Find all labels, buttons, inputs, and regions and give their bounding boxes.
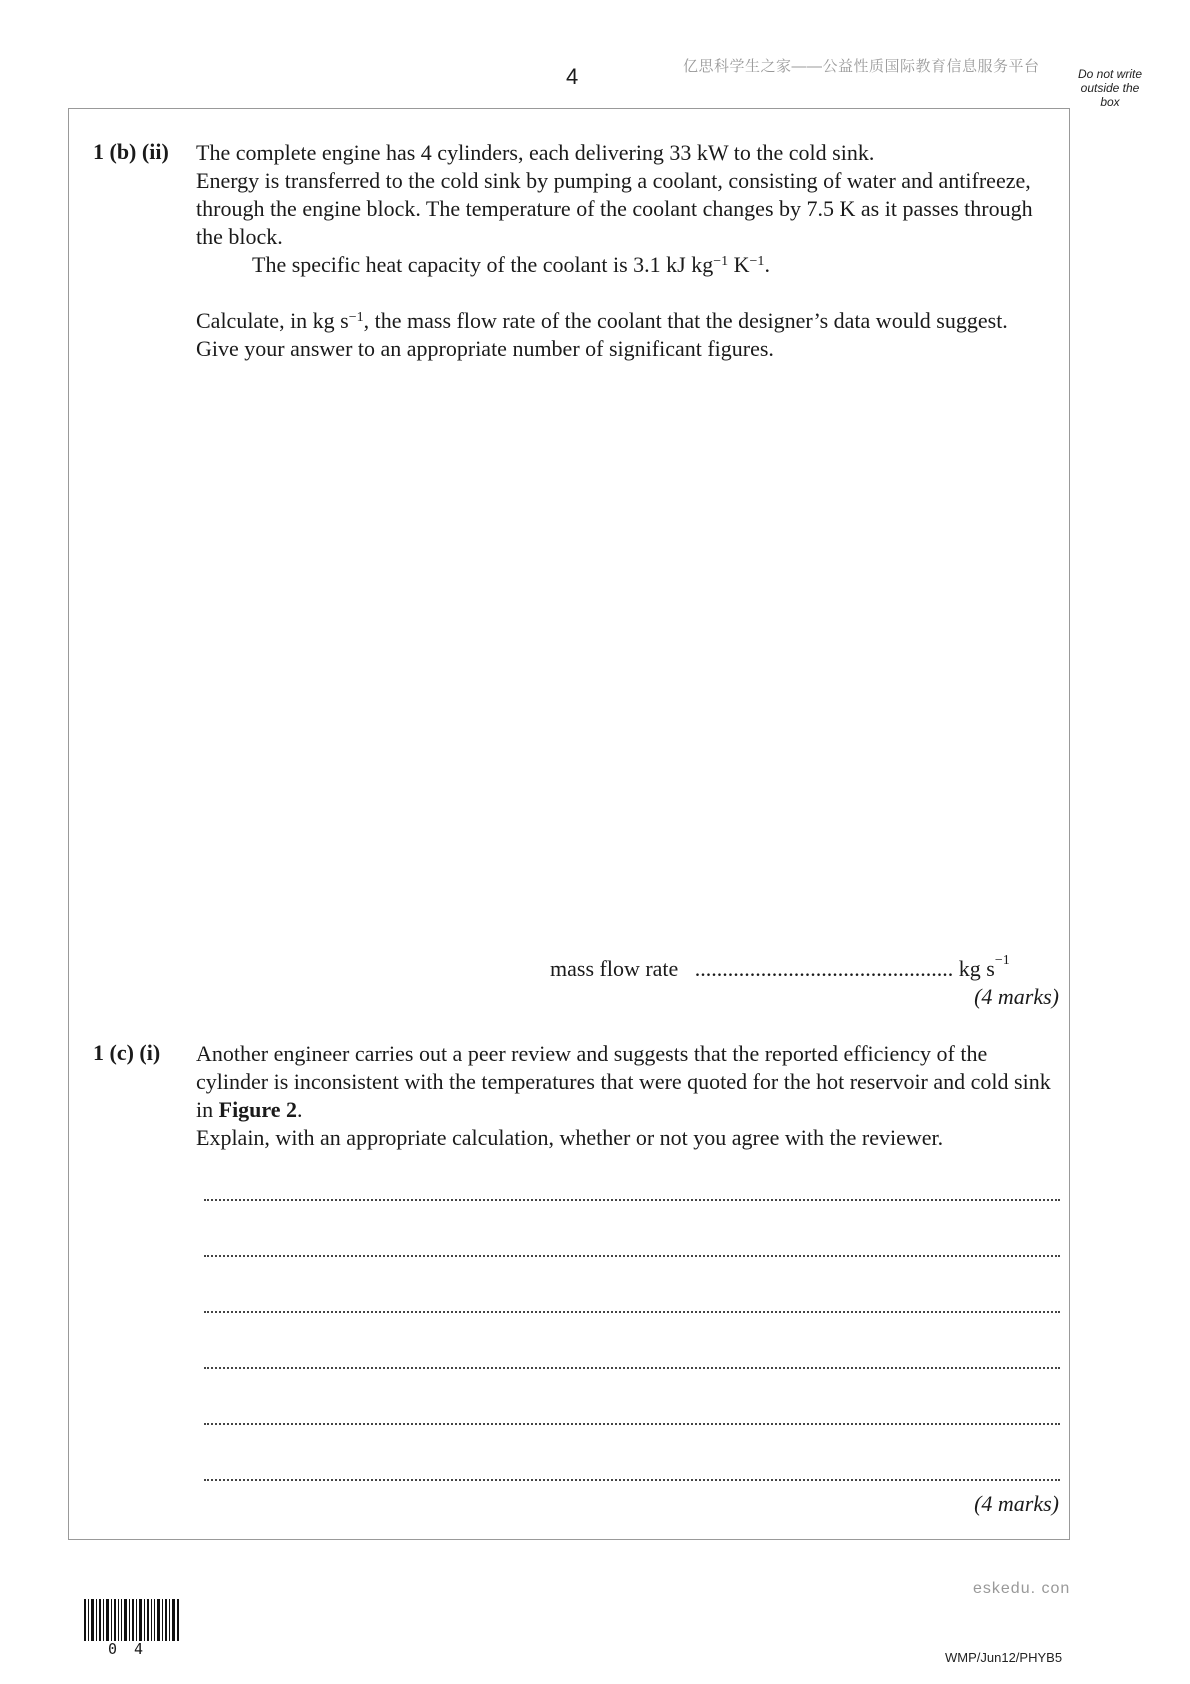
question-text-line: The complete engine has 4 cylinders, each delivering 33 kW to the cold sink. bbox=[196, 140, 875, 165]
margin-note-line: Do not write bbox=[1077, 67, 1143, 81]
barcode-digits: 0 4 bbox=[108, 1640, 148, 1658]
margin-note-line: outside the bbox=[1080, 81, 1140, 95]
paper-code: WMP/Jun12/PHYB5 bbox=[945, 1650, 1063, 1665]
question-1ci-text bbox=[196, 1040, 1056, 1152]
specific-heat-capacity-line: The specific heat capacity of the coolant is 3.1 kJ $kg^{-1}$ $K^{-1}$. bbox=[252, 252, 770, 277]
question-number-1bii: 1 (b) (ii) bbox=[93, 139, 169, 164]
question-text-line: Energy is transferred to the cold sink by pumping a coolant, consisting of water and antifreeze, through the engine block. The temperature of the coolant changes by 7.5 K as it passes through the block. bbox=[196, 168, 1033, 249]
answer-dotted-line[interactable] bbox=[204, 1255, 1060, 1257]
answer-dotted-line[interactable] bbox=[204, 1199, 1060, 1201]
marks-1bii: (4 marks) bbox=[974, 984, 1059, 1009]
calculate-instruction: Calculate, in kg $s^{-1}$, the mass flow rate of the coolant that the designer’s data would suggest. bbox=[196, 308, 1008, 333]
answer-dotted-line[interactable] bbox=[204, 1479, 1060, 1481]
figure-reference: Figure 2 bbox=[218, 1097, 298, 1122]
answer-unit: kg s bbox=[953, 956, 995, 981]
question-number-1ci: 1 (c) (i) bbox=[93, 1040, 161, 1065]
barcode-icon bbox=[84, 1599, 179, 1641]
site-watermark: eskedu. con bbox=[973, 1580, 1071, 1597]
answer-dotted-line[interactable] bbox=[204, 1367, 1060, 1369]
mass-flow-rate-answer-field[interactable]: mass flow rate ............................................... kg $s^{-1}$ bbox=[550, 953, 1010, 981]
page-number: 4 bbox=[566, 64, 579, 89]
explain-instruction: Explain, with an appropriate calculation, whether or not you agree with the reviewer. bbox=[196, 1125, 944, 1150]
answer-dotted-line[interactable] bbox=[204, 1311, 1060, 1313]
marks-1ci: (4 marks) bbox=[974, 1491, 1059, 1516]
watermark-text: 亿思科学生之家——公益性质国际教育信息服务平台 bbox=[683, 58, 1040, 75]
significant-figures-instruction: Give your answer to an appropriate number of significant figures. bbox=[196, 336, 774, 361]
question-text-line: Another engineer carries out a peer review and suggests that the reported efficiency of the cylinder is inconsistent with the temperatures that were quoted for the hot reservoir and cold sink in Figure 2. bbox=[196, 1041, 1051, 1122]
answer-label: mass flow rate bbox=[550, 956, 679, 981]
question-1bii-text bbox=[196, 139, 1056, 363]
answer-dots[interactable]: ............................................... bbox=[694, 956, 954, 981]
margin-note bbox=[1070, 67, 1150, 109]
answer-dotted-line[interactable] bbox=[204, 1423, 1060, 1425]
margin-note-line: box bbox=[1100, 95, 1120, 109]
